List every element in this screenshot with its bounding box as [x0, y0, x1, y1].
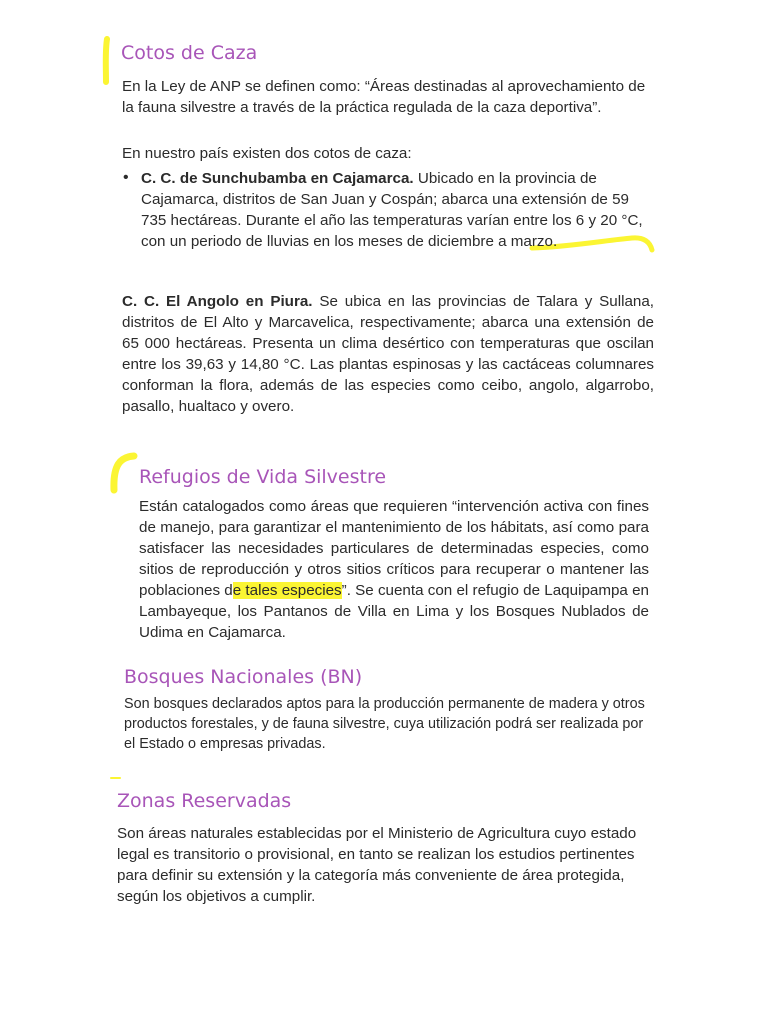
- refugios-text: Están catalogados como áreas que requieren “intervención activa con fines de manejo, para garantizar el mantenimiento de los hábitats, así como para satisfacer las necesidades particulares de determinadas especies, como sitios de reproducción y otros sitios críticos para recuperar o mantener las poblaciones d: [139, 498, 649, 599]
- bullet-marker: •: [123, 169, 129, 186]
- refugios-highlighted-text: e tales especies: [232, 582, 342, 599]
- bosques-paragraph: Son bosques declarados aptos para la producción permanente de madera y otros productos forestales, y de fauna silvestre, cuya utilización podrá ser realizada por el Estado o empresas privadas.: [124, 696, 645, 752]
- zonas-paragraph: Son áreas naturales establecidas por el Ministerio de Agricultura cuyo estado legal es transitorio o provisional, en tanto se realizan los estudios pertinentes para definir su extensión y la categoría más conveniente de área protegida, según los objetivos a cumplir.: [117, 825, 637, 905]
- coto-sunchubamba-title: C. C. de Sunchubamba en Cajamarca.: [141, 170, 414, 187]
- heading-zonas-reservadas: Zonas Reservadas: [117, 790, 292, 812]
- refugios-paragraph: [139, 496, 649, 643]
- coto-sunchubamba-text-end: embre a marzo.: [450, 233, 558, 250]
- highlighter-mark-refugios: [106, 450, 140, 496]
- heading-cotos-de-caza: Cotos de Caza: [121, 42, 258, 64]
- highlighter-mark-cotos: [96, 36, 116, 86]
- heading-refugios-vida-silvestre: Refugios de Vida Silvestre: [139, 466, 387, 488]
- cotos-intro-2-paragraph: En nuestro país existen dos cotos de caza:: [122, 145, 412, 162]
- coto-sunchubamba-paragraph: [141, 168, 655, 252]
- cotos-intro-paragraph: En la Ley de ANP se definen como: “Áreas destinadas al aprovechamiento de la fauna silvestre a través de la práctica regulada de la caza deportiva”.: [122, 78, 646, 116]
- refugios-text-end: ”. Se cuenta con el refugio de Laquipampa en Lambayeque, los Pantanos de Villa en Lima y los Bosques Nublados de Udima en Cajamarca.: [139, 582, 649, 641]
- coto-angolo-title: C. C. El Angolo en Piura.: [122, 293, 313, 310]
- coto-sunchubamba-text: Ubicado en la provincia de Cajamarca, distritos de San Juan y Cospán; abarca una extensión de 59 735 hectáreas. Durante el año las temperaturas varían entre los 6 y 20 °C, con un periodo de lluvias en los meses de dici: [141, 170, 643, 250]
- heading-bosques-nacionales: Bosques Nacionales (BN): [124, 666, 363, 688]
- coto-angolo-text: Se ubica en las provincias de Talara y Sullana, distritos de El Alto y Marcavelica, respectivamente; abarca una extensión de 65 000 hectáreas. Presenta un clima desértico con temperaturas que oscilan entre los 39,63 y 14,80 °C. Las plantas espinosas y las cactáceas columnares conforman la flora, además de las especies como ceibo, angolo, algarrobo, pasallo, hualtaco y overo.: [122, 293, 654, 415]
- highlighter-mark-dash: [109, 775, 123, 781]
- coto-angolo-paragraph: [122, 291, 654, 417]
